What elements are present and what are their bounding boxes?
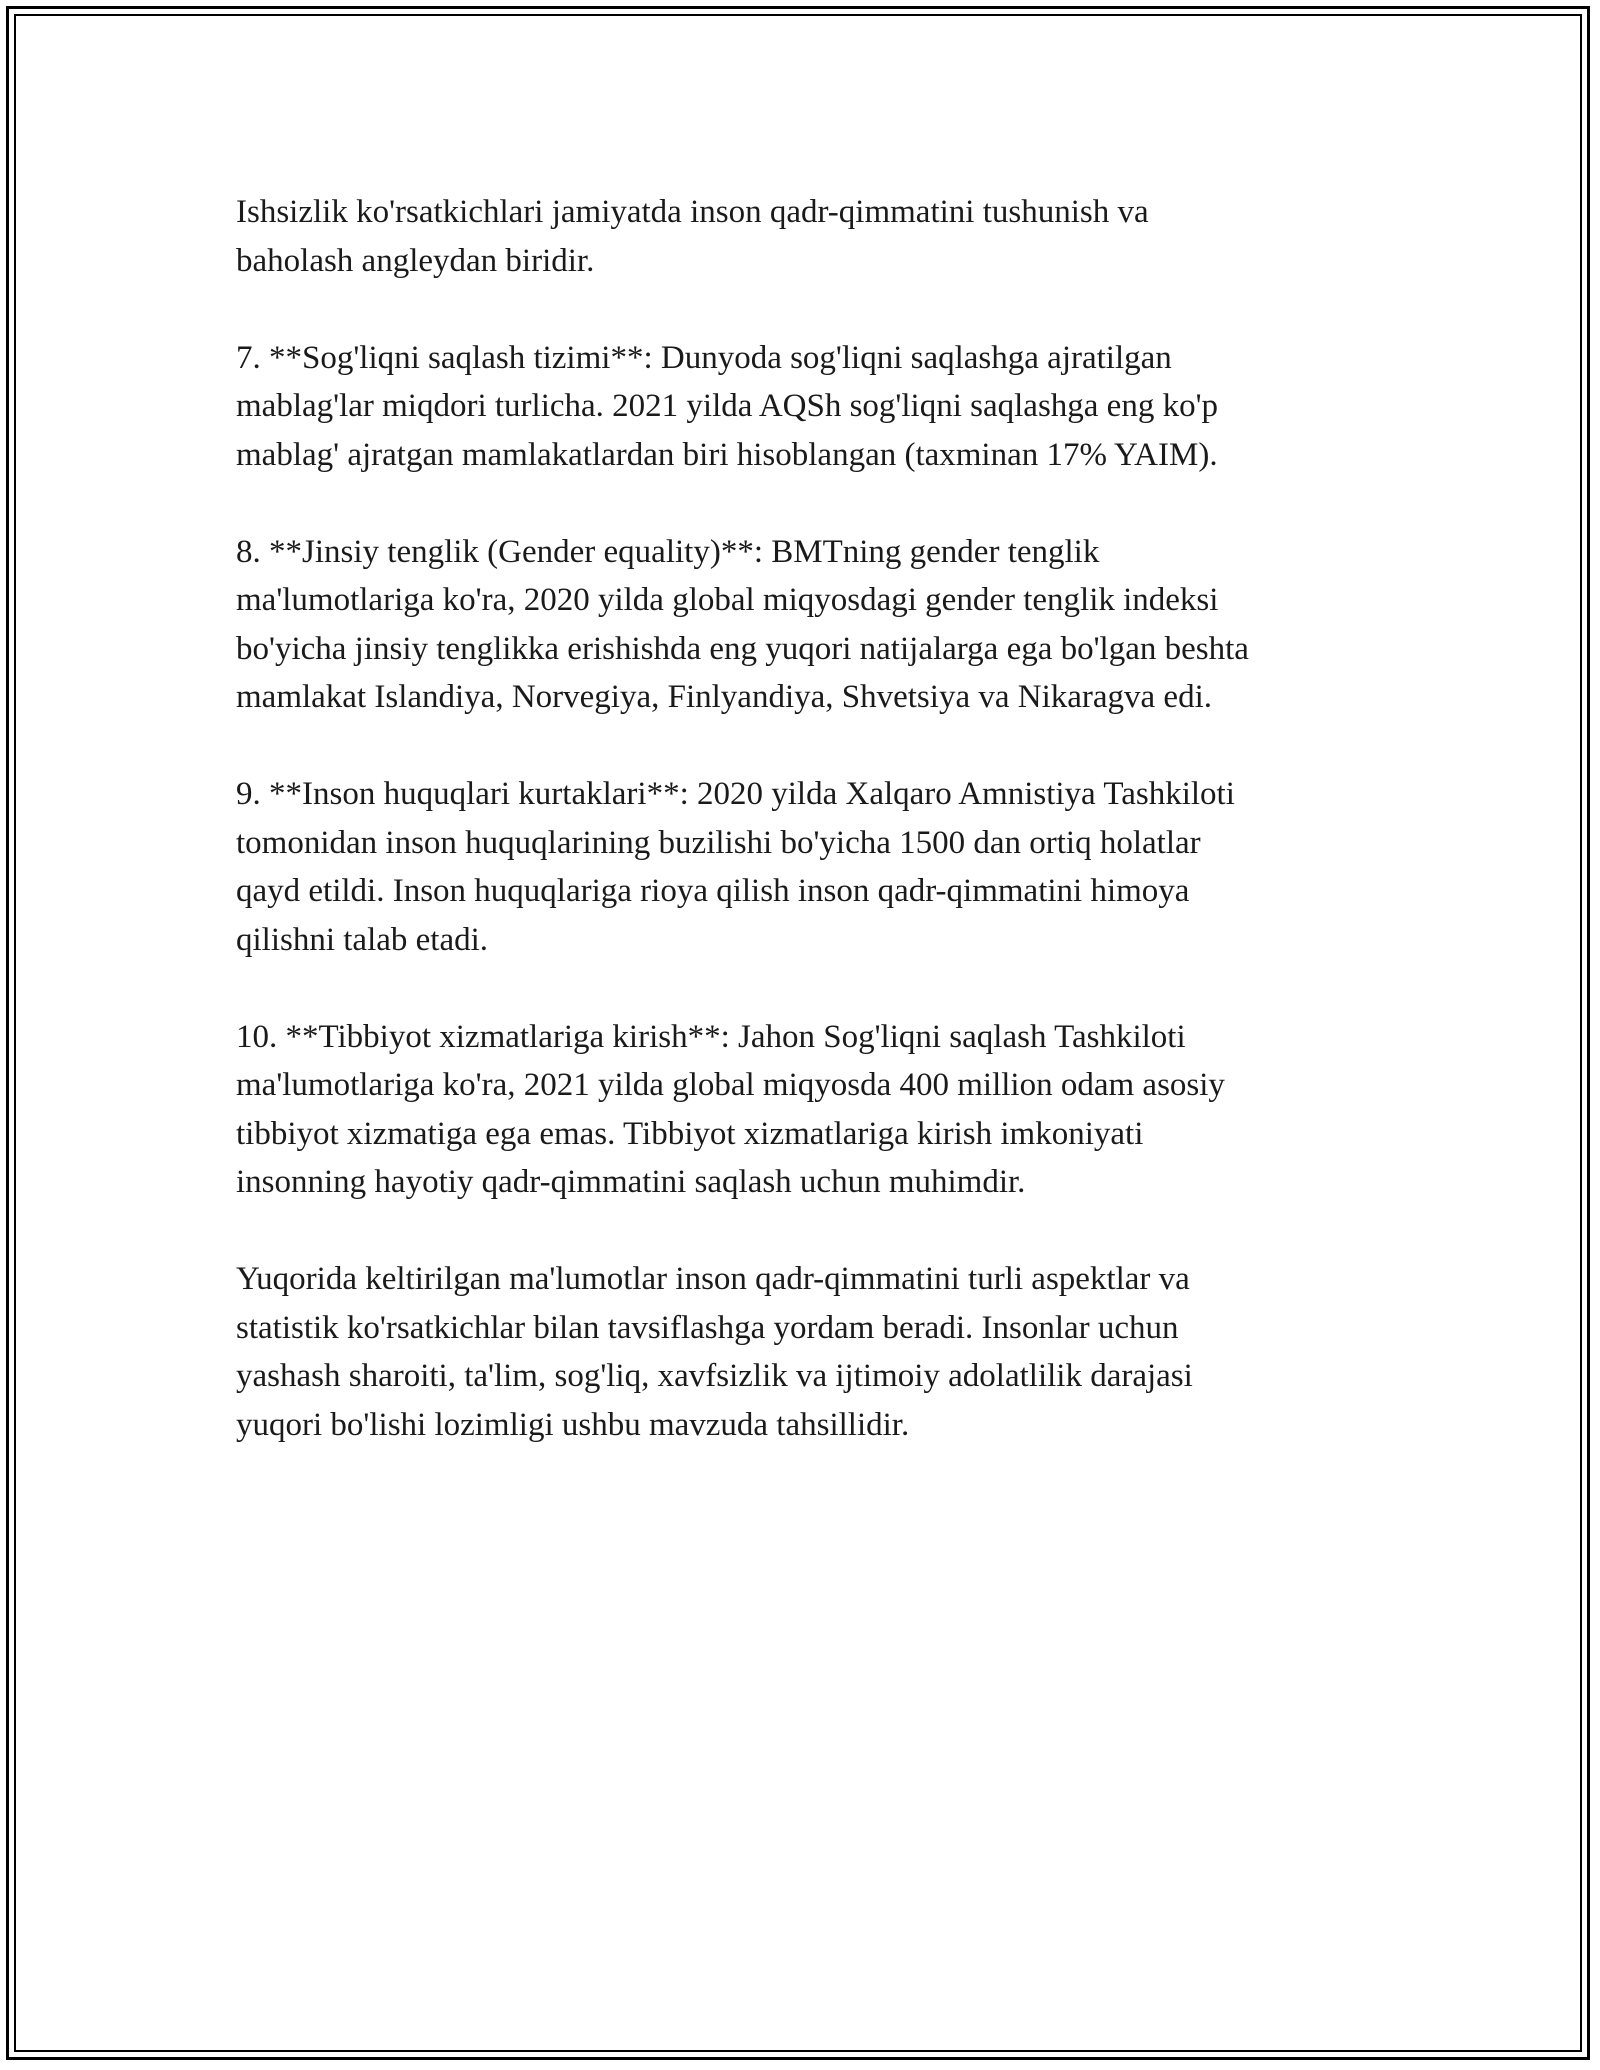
- document-body: [236, 188, 1416, 1498]
- text-line: tomonidan inson huquqlarining buzilishi bo'yicha 1500 dan ortiq holatlar: [236, 824, 1201, 861]
- text-line: 10. **Tibbiyot xizmatlariga kirish**: Jahon Sog'liqni saqlash Tashkiloti: [236, 1018, 1186, 1055]
- paragraph-item-10: [236, 1013, 1416, 1207]
- paragraph-item-8: [236, 528, 1416, 722]
- text-line: 7. **Sog'liqni saqlash tizimi**: Dunyoda sog'liqni saqlashga ajratilgan: [236, 339, 1172, 376]
- text-line: bo'yicha jinsiy tenglikka erishishda eng yuqori natijalarga ega bo'lgan beshta: [236, 630, 1249, 667]
- text-line: mamlakat Islandiya, Norvegiya, Finlyandiya, Shvetsiya va Nikaragva edi.: [236, 679, 1212, 715]
- text-line: qayd etildi. Inson huquqlariga rioya qilish inson qadr-qimmatini himoya: [236, 873, 1190, 909]
- paragraph-item-7: [236, 334, 1416, 480]
- text-line: Ishsizlik ko'rsatkichlari jamiyatda inson qadr-qimmatini tushunish va: [236, 194, 1149, 230]
- paragraph-item-9: [236, 770, 1416, 964]
- text-line: 8. **Jinsiy tenglik (Gender equality)**: BMTning gender tenglik: [236, 533, 1100, 570]
- text-line: insonning hayotiy qadr-qimmatini saqlash uchun muhimdir.: [236, 1164, 1026, 1200]
- text-line: Yuqorida keltirilgan ma'lumotlar inson qadr-qimmatini turli aspektlar va: [236, 1261, 1190, 1297]
- paragraph-conclusion: [236, 1255, 1416, 1449]
- paragraph-intro: [236, 188, 1416, 285]
- text-line: 9. **Inson huquqlari kurtaklari**: 2020 yilda Xalqaro Amnistiya Tashkiloti: [236, 776, 1235, 812]
- text-line: ma'lumotlariga ko'ra, 2021 yilda global miqyosda 400 million odam asosiy: [236, 1067, 1225, 1103]
- text-line: yuqori bo'lishi lozimligi ushbu mavzuda tahsillidir.: [236, 1406, 910, 1443]
- text-line: mablag' ajratgan mamlakatlardan biri hisoblangan (taxminan 17% YAIM).: [236, 436, 1218, 473]
- text-line: mablag'lar miqdori turlicha. 2021 yilda AQSh sog'liqni saqlashga eng ko'p: [236, 388, 1219, 424]
- text-line: yashash sharoiti, ta'lim, sog'liq, xavfsizlik va ijtimoiy adolatlilik darajasi: [236, 1358, 1193, 1394]
- text-line: ma'lumotlariga ko'ra, 2020 yilda global miqyosdagi gender tenglik indeksi: [236, 582, 1219, 618]
- text-line: statistik ko'rsatkichlar bilan tavsiflashga yordam beradi. Insonlar uchun: [236, 1309, 1179, 1346]
- text-line: tibbiyot xizmatiga ega emas. Tibbiyot xizmatlariga kirish imkoniyati: [236, 1115, 1144, 1152]
- text-line: baholash angleydan biridir.: [236, 242, 595, 279]
- text-line: qilishni talab etadi.: [236, 921, 489, 958]
